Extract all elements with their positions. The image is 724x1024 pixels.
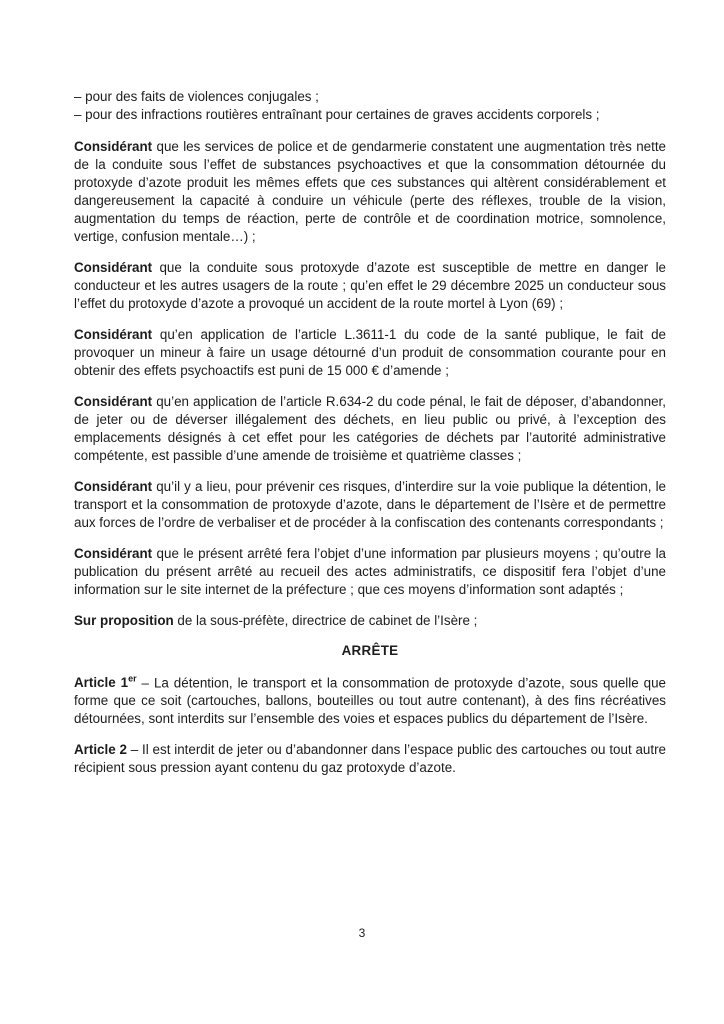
considerant-keyword: Considérant [74,327,153,342]
considerant-keyword: Considérant [74,394,153,409]
bullet-item: – pour des faits de violences conjugales ; [74,89,319,104]
considerant-keyword: Considérant [74,479,153,494]
considerant-paragraph [74,393,666,465]
considerant-text: que le présent arrêté fera l’objet d’une information par plusieurs moyens ; qu’outre la publication du présent arrêté au recueil des actes administratifs, ce dispositif fera l’objet d’une information sur le site internet de la préfecture ; que ces moyens d’information sont adaptés ; [74,546,666,597]
bullet-list [74,88,666,124]
considerant-paragraph [74,545,666,599]
proposition-text: de la sous-préfète, directrice de cabinet de l’Isère ; [173,613,478,628]
proposition-paragraph [74,612,666,630]
article-2-label: Article 2 [74,742,127,758]
bullet-item: – pour des infractions routières entraînant pour certaines de graves accidents corporels ; [74,107,600,122]
considerant-text: qu’en application de l’article R.634-2 du code pénal, le fait de déposer, d’abandonner, de jeter ou de déverser illégalement des déchets, en lieu public ou privé, à l’exception des emplacements désignés à cet effet pour les catégories de déchets par l’autorité administrative compétente, est passible d’une amende de troisième et quatrième classes ; [74,394,666,463]
considerant-keyword: Considérant [74,546,153,561]
considerant-paragraph [74,138,666,246]
page-number: 3 [358,926,366,940]
considerant-paragraph [74,326,666,380]
considerant-paragraph [74,478,666,532]
considerant-text: que la conduite sous protoxyde d’azote est susceptible de mettre en danger le conducteur et les autres usagers de la route ; qu’en effet le 29 décembre 2025 un conducteur sous l’effet du protoxyde d’azote a provoqué un accident de la route mortel à Lyon (69) ; [74,260,666,311]
article-1-number: Article 1 [74,675,129,691]
article-1-label [74,675,137,690]
decree-heading: ARRÊTE [341,643,399,658]
article-2 [74,741,666,777]
article-1-superscript: er [128,674,137,684]
considerant-text: que les services de police et de gendarmerie constatent une augmentation très nette de la conduite sous l’effet de substances psychoactives et que la consommation détournée du protoxyde d’azote produit les mêmes effets que ces substances qui altèrent considérablement et dangereusement la capacité à conduire un véhicule (perte des réflexes, trouble de la vision, augmentation du temps de réaction, perte de contrôle et de coordination motrice, somnolence, vertige, confusion mentale…) ; [74,139,666,244]
article-2-text: – Il est interdit de jeter ou d’abandonner dans l’espace public des cartouches ou tout autre récipient sous pression ayant contenu du gaz protoxyde d’azote. [74,742,667,776]
considerant-text: qu’il y a lieu, pour prévenir ces risques, d’interdire sur la voie publique la détention, le transport et la consommation de protoxyde d’azote, dans le département de l’Isère et de permettre aux forces de l’ordre de verbaliser et de procéder à la confiscation des contenants correspondants ; [74,479,666,530]
article-1 [74,670,666,728]
considerant-keyword: Considérant [74,260,153,275]
considerant-text: qu’en application de l’article L.3611-1 du code de la santé publique, le fait de provoquer un mineur à faire un usage détourné d’un produit de consommation courante pour en obtenir des effets psychoactifs est puni de 15 000 € d’amende ; [74,327,666,378]
article-1-text: – La détention, le transport et la consommation de protoxyde d’azote, sous quelle que forme que ce soit (cartouches, ballons, bouteilles ou tout autre contenant), à des fins récréatives détournées, sont interdits sur l’ensemble des voies et espaces publics du département de l’Isère. [74,675,666,727]
considerant-keyword: Considérant [74,139,153,154]
considerant-paragraph [74,259,666,313]
proposition-keyword: Sur proposition [74,613,174,628]
